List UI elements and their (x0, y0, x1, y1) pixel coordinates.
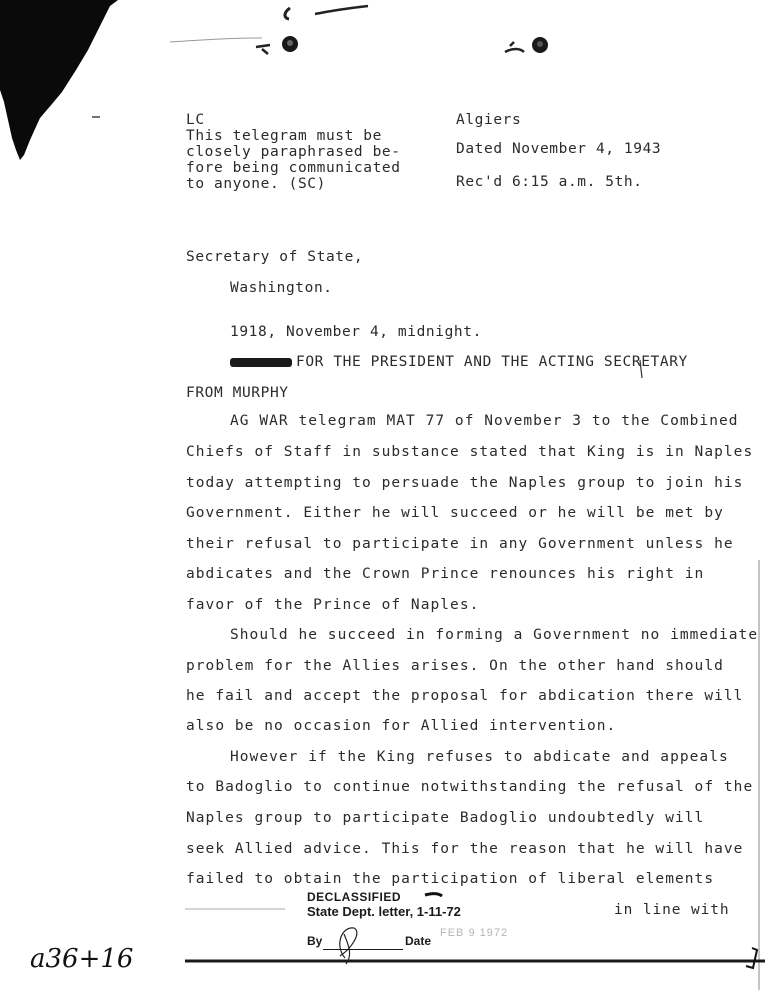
body-line: also be no occasion for Allied intervention. (186, 718, 617, 734)
body-line: today attempting to persuade the Naples group to join his (186, 475, 744, 491)
dated-line: Dated November 4, 1943 (456, 141, 662, 157)
body-line: their refusal to participate in any Government unless he (186, 536, 734, 552)
body-line: However if the King refuses to abdicate and appeals (230, 749, 729, 765)
routing-code: LC (186, 112, 205, 128)
message-reference: 1918, November 4, midnight. (230, 324, 482, 340)
subject-line-2: FROM MURPHY (186, 385, 289, 401)
body-line: Should he succeed in forming a Government no immediate (230, 627, 759, 643)
received-line: Rec'd 6:15 a.m. 5th. (456, 174, 643, 190)
body-line: abdicates and the Crown Prince renounces his right in (186, 566, 705, 582)
body-line: favor of the Prince of Naples. (186, 597, 480, 613)
caveat-line: closely paraphrased be- (186, 144, 401, 160)
caveat-line: to anyone. (SC) (186, 176, 326, 192)
continuation-text: in line with (614, 902, 730, 918)
top-pen-mark (285, 8, 290, 19)
addressee-line: Secretary of State, (186, 249, 364, 265)
caveat-line: fore being communicated (186, 160, 401, 176)
body-line: he fail and accept the proposal for abdication there will (186, 688, 744, 704)
body-line: to Badoglio to continue notwithstanding the refusal of the (186, 779, 754, 795)
handwritten-identifier: a36+16 (30, 944, 134, 974)
stamp-date-label: Date (405, 934, 432, 948)
caveat-line: This telegram must be (186, 128, 382, 144)
right-edge-hook (746, 948, 757, 968)
declassified-authority: State Dept. letter, 1-11-72 (307, 904, 461, 919)
stamp-by-rule (323, 949, 403, 950)
body-line: Chiefs of Staff in substance stated that King is in Naples (186, 444, 754, 460)
signature-scribble (340, 928, 357, 964)
stamp-mark (425, 894, 442, 896)
redaction-bar (230, 358, 292, 367)
top-faint-line (170, 38, 262, 42)
stamp-by-label: By (307, 934, 323, 948)
corner-tear-mark (0, 0, 118, 160)
top-stroke-mark (315, 6, 368, 14)
origin-city: Algiers (456, 112, 522, 128)
body-line: seek Allied advice. This for the reason that he will have (186, 841, 744, 857)
punch-mark-right (505, 42, 524, 52)
stamp-date-value: FEB 9 1972 (440, 927, 509, 939)
body-line: AG WAR telegram MAT 77 of November 3 to the Combined (230, 413, 739, 429)
body-line: Naples group to participate Badoglio undoubtedly will (186, 810, 705, 826)
body-line: failed to obtain the participation of liberal elements (186, 871, 715, 887)
body-line: problem for the Allies arises. On the other hand should (186, 658, 724, 674)
body-line: Government. Either he will succeed or he will be met by (186, 505, 724, 521)
declassified-stamp-title: DECLASSIFIED (307, 890, 402, 904)
addressee-city: Washington. (230, 280, 333, 296)
subject-line: FOR THE PRESIDENT AND THE ACTING SECRETARY (230, 355, 688, 370)
punch-mark-left (256, 45, 270, 54)
